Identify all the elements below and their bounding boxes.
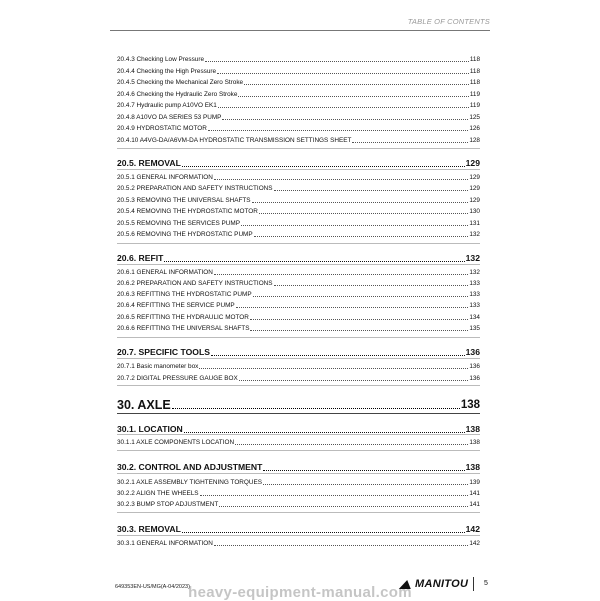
toc-entry-label: 20.6.4 REFITTING THE SERVICE PUMP xyxy=(117,302,235,309)
dot-leader xyxy=(199,368,468,369)
dot-leader xyxy=(259,213,468,214)
dot-leader xyxy=(214,179,468,180)
toc-entry-page: 126 xyxy=(469,125,480,132)
toc-entry-label: 20.4.7 Hydraulic pump A10VO EK1 xyxy=(117,102,217,109)
dot-leader xyxy=(241,225,468,226)
dot-leader xyxy=(184,432,465,433)
toc-entry-label: 30.1. LOCATION xyxy=(117,424,183,434)
toc-entry[interactable] xyxy=(117,478,480,487)
toc-entry-page: 118 xyxy=(469,79,480,86)
toc-entry-page: 132 xyxy=(469,231,480,238)
dot-leader xyxy=(211,355,465,356)
toc-entry[interactable] xyxy=(117,362,480,371)
toc-entry-label: 20.4.5 Checking the Mechanical Zero Stroke xyxy=(117,79,244,86)
toc-entry[interactable] xyxy=(117,438,480,447)
toc-entry-label: 20.5.5 REMOVING THE SERVICES PUMP xyxy=(117,220,240,227)
toc-entry-page: 129 xyxy=(469,174,480,181)
toc-entry-page: 118 xyxy=(469,56,480,63)
toc-entry[interactable] xyxy=(117,489,480,498)
running-header xyxy=(110,14,490,31)
toc-entry-page: 138 xyxy=(460,399,480,411)
toc-entry-label: 30.3. REMOVAL xyxy=(117,524,181,534)
toc-entry-label: 20.6.1 GENERAL INFORMATION xyxy=(117,269,213,276)
toc-separator xyxy=(117,473,480,474)
toc-entry[interactable] xyxy=(117,184,480,193)
toc-entry-page: 133 xyxy=(469,291,480,298)
toc-entry-label: 20.4.3 Checking Low Pressure xyxy=(117,56,205,63)
dot-leader xyxy=(250,330,468,331)
toc-entry[interactable] xyxy=(117,124,480,133)
dot-leader xyxy=(263,484,468,485)
dot-leader xyxy=(352,142,468,143)
toc-separator xyxy=(117,512,480,513)
toc-entry[interactable] xyxy=(117,500,480,509)
toc-entry[interactable] xyxy=(117,196,480,205)
toc-entry-label: 20.4.9 HYDROSTATIC MOTOR xyxy=(117,125,207,132)
toc-entry-page: 141 xyxy=(469,501,480,508)
toc-entry-label: 20.5.2 PREPARATION AND SAFETY INSTRUCTIONS xyxy=(117,185,273,192)
dot-leader xyxy=(208,130,468,131)
dot-leader xyxy=(182,166,465,167)
toc-separator xyxy=(117,385,480,386)
dot-leader xyxy=(236,307,469,308)
toc-entry-page: 135 xyxy=(469,325,480,332)
toc-entry[interactable] xyxy=(117,374,480,383)
dot-leader xyxy=(182,532,465,533)
toc-entry[interactable] xyxy=(117,290,480,299)
toc-entry-page: 139 xyxy=(469,479,480,486)
toc-entry-page: 129 xyxy=(469,185,480,192)
toc-entry-page: 129 xyxy=(465,158,480,168)
dot-leader xyxy=(205,61,469,62)
toc-entry-page: 132 xyxy=(469,269,480,276)
toc-entry[interactable] xyxy=(117,101,480,110)
toc-entry-label: 20.7.1 Basic manometer box xyxy=(117,363,199,370)
toc-separator xyxy=(117,358,480,359)
dot-leader xyxy=(214,274,468,275)
toc-entry-label: 20.5.4 REMOVING THE HYDROSTATIC MOTOR xyxy=(117,208,258,215)
dot-leader xyxy=(218,107,469,108)
toc-entry-label: 20.6.5 REFITTING THE HYDRAULIC MOTOR xyxy=(117,314,249,321)
toc-separator xyxy=(117,450,480,451)
toc-entry[interactable] xyxy=(117,90,480,99)
toc-entry-label: 30.3.1 GENERAL INFORMATION xyxy=(117,540,213,547)
toc-separator xyxy=(117,413,480,414)
toc-entry-page: 133 xyxy=(469,302,480,309)
toc-entry-label: 20.4.10 A4VG-DA/A6VM-DA HYDROSTATIC TRANSMISSION SETTINGS SHEET xyxy=(117,137,352,144)
toc-entry-label: 20.5.6 REMOVING THE HYDROSTATIC PUMP xyxy=(117,231,253,238)
toc-entry-label: 20.5. REMOVAL xyxy=(117,158,181,168)
toc-entry-page: 119 xyxy=(469,102,480,109)
toc-entry-label: 20.4.8 A10VO DA SERIES 53 PUMP xyxy=(117,114,222,121)
toc-entry[interactable] xyxy=(117,279,480,288)
toc-separator xyxy=(117,337,480,338)
toc-chapter-entry[interactable] xyxy=(117,398,480,412)
running-header-title: TABLE OF CONTENTS xyxy=(407,17,490,26)
toc-entry-label: 20.4.4 Checking the High Pressure xyxy=(117,68,217,75)
toc-entry-label: 20.7. SPECIFIC TOOLS xyxy=(117,347,210,357)
dot-leader xyxy=(274,190,469,191)
dot-leader xyxy=(244,84,469,85)
toc-entry-label: 20.5.1 GENERAL INFORMATION xyxy=(117,174,213,181)
toc-entry-label: 30.2.3 BUMP STOP ADJUSTMENT xyxy=(117,501,219,508)
toc-entry[interactable] xyxy=(117,230,480,239)
toc-entry-page: 136 xyxy=(469,363,480,370)
toc-entry[interactable] xyxy=(117,207,480,216)
toc-entry-page: 138 xyxy=(469,439,480,446)
brand-name: MANITOU xyxy=(415,578,469,590)
dot-leader xyxy=(200,495,469,496)
toc-entry-page: 125 xyxy=(469,114,480,121)
toc-section-entry[interactable] xyxy=(117,523,480,535)
toc-entry[interactable] xyxy=(117,219,480,228)
toc-entry[interactable] xyxy=(117,539,480,548)
toc-entry[interactable] xyxy=(117,313,480,322)
toc-entry-page: 138 xyxy=(465,424,480,434)
toc-entry[interactable] xyxy=(117,67,480,76)
toc-entry-page: 136 xyxy=(469,375,480,382)
toc-entry-label: 30.2.1 AXLE ASSEMBLY TIGHTENING TORQUES xyxy=(117,479,263,486)
toc-entry-label: 30.2. CONTROL AND ADJUSTMENT xyxy=(117,462,263,472)
dot-leader xyxy=(253,296,469,297)
dot-leader xyxy=(217,73,469,74)
toc-section-entry[interactable] xyxy=(117,423,480,435)
toc-entry-page: 130 xyxy=(469,208,480,215)
document-code: 649353EN-US/MG(A-04/2023) xyxy=(115,584,190,590)
toc-entry[interactable] xyxy=(117,55,480,64)
toc-separator xyxy=(117,243,480,244)
toc-separator xyxy=(117,148,480,149)
toc-entry-label: 30. AXLE xyxy=(117,398,171,412)
toc-entry-page: 118 xyxy=(469,68,480,75)
dot-leader xyxy=(250,319,468,320)
toc-entry[interactable] xyxy=(117,78,480,87)
toc-entry-page: 129 xyxy=(469,197,480,204)
toc-entry-page: 128 xyxy=(469,137,480,144)
dot-leader xyxy=(238,96,468,97)
dot-leader xyxy=(214,545,468,546)
toc-entry-label: 20.6.3 REFITTING THE HYDROSTATIC PUMP xyxy=(117,291,252,298)
dot-leader xyxy=(252,202,469,203)
toc-section-entry[interactable] xyxy=(117,157,480,169)
toc-entry-label: 20.7.2 DIGITAL PRESSURE GAUGE BOX xyxy=(117,375,238,382)
toc-entry-label: 30.2.2 ALIGN THE WHEELS xyxy=(117,490,199,497)
toc-entry-label: 20.6.2 PREPARATION AND SAFETY INSTRUCTIONS xyxy=(117,280,273,287)
dot-leader xyxy=(239,380,469,381)
toc-entry-page: 136 xyxy=(465,347,480,357)
toc-separator xyxy=(117,169,480,170)
toc-entry-page: 132 xyxy=(465,253,480,263)
watermark: heavy-equipment-manual.com xyxy=(188,584,412,601)
dot-leader xyxy=(254,236,469,237)
toc-entry[interactable] xyxy=(117,301,480,310)
toc-separator xyxy=(117,535,480,536)
toc-separator xyxy=(117,264,480,265)
dot-leader xyxy=(172,408,460,409)
toc-entry-page: 119 xyxy=(469,91,480,98)
toc-entry[interactable] xyxy=(117,173,480,182)
dot-leader xyxy=(222,119,468,120)
toc-entry-label: 20.5.3 REMOVING THE UNIVERSAL SHAFTS xyxy=(117,197,251,204)
toc-entry-page: 131 xyxy=(469,220,480,227)
toc-entry-label: 20.6. REFIT xyxy=(117,253,164,263)
toc-entry[interactable] xyxy=(117,113,480,122)
toc-entry-label: 30.1.1 AXLE COMPONENTS LOCATION xyxy=(117,439,235,446)
toc-entry-page: 133 xyxy=(469,280,480,287)
toc-entry-label: 20.6.6 REFITTING THE UNIVERSAL SHAFTS xyxy=(117,325,250,332)
toc-entry-page: 138 xyxy=(465,462,480,472)
toc-entry[interactable] xyxy=(117,268,480,277)
toc-entry-page: 134 xyxy=(469,314,480,321)
toc-entry-page: 142 xyxy=(469,540,480,547)
toc-entry-page: 141 xyxy=(469,490,480,497)
dot-leader xyxy=(263,470,464,471)
toc-entry[interactable] xyxy=(117,136,480,145)
toc-section-entry[interactable] xyxy=(117,346,480,358)
dot-leader xyxy=(235,444,468,445)
dot-leader xyxy=(274,285,469,286)
dot-leader xyxy=(219,506,468,507)
page-number: 5 xyxy=(484,580,488,587)
dot-leader xyxy=(164,261,464,262)
toc-section-entry[interactable] xyxy=(117,252,480,264)
toc-entry-page: 142 xyxy=(465,524,480,534)
toc-entry[interactable] xyxy=(117,324,480,333)
toc-entry-label: 20.4.6 Checking the Hydraulic Zero Stroke xyxy=(117,91,238,98)
toc-section-entry[interactable] xyxy=(117,461,480,473)
